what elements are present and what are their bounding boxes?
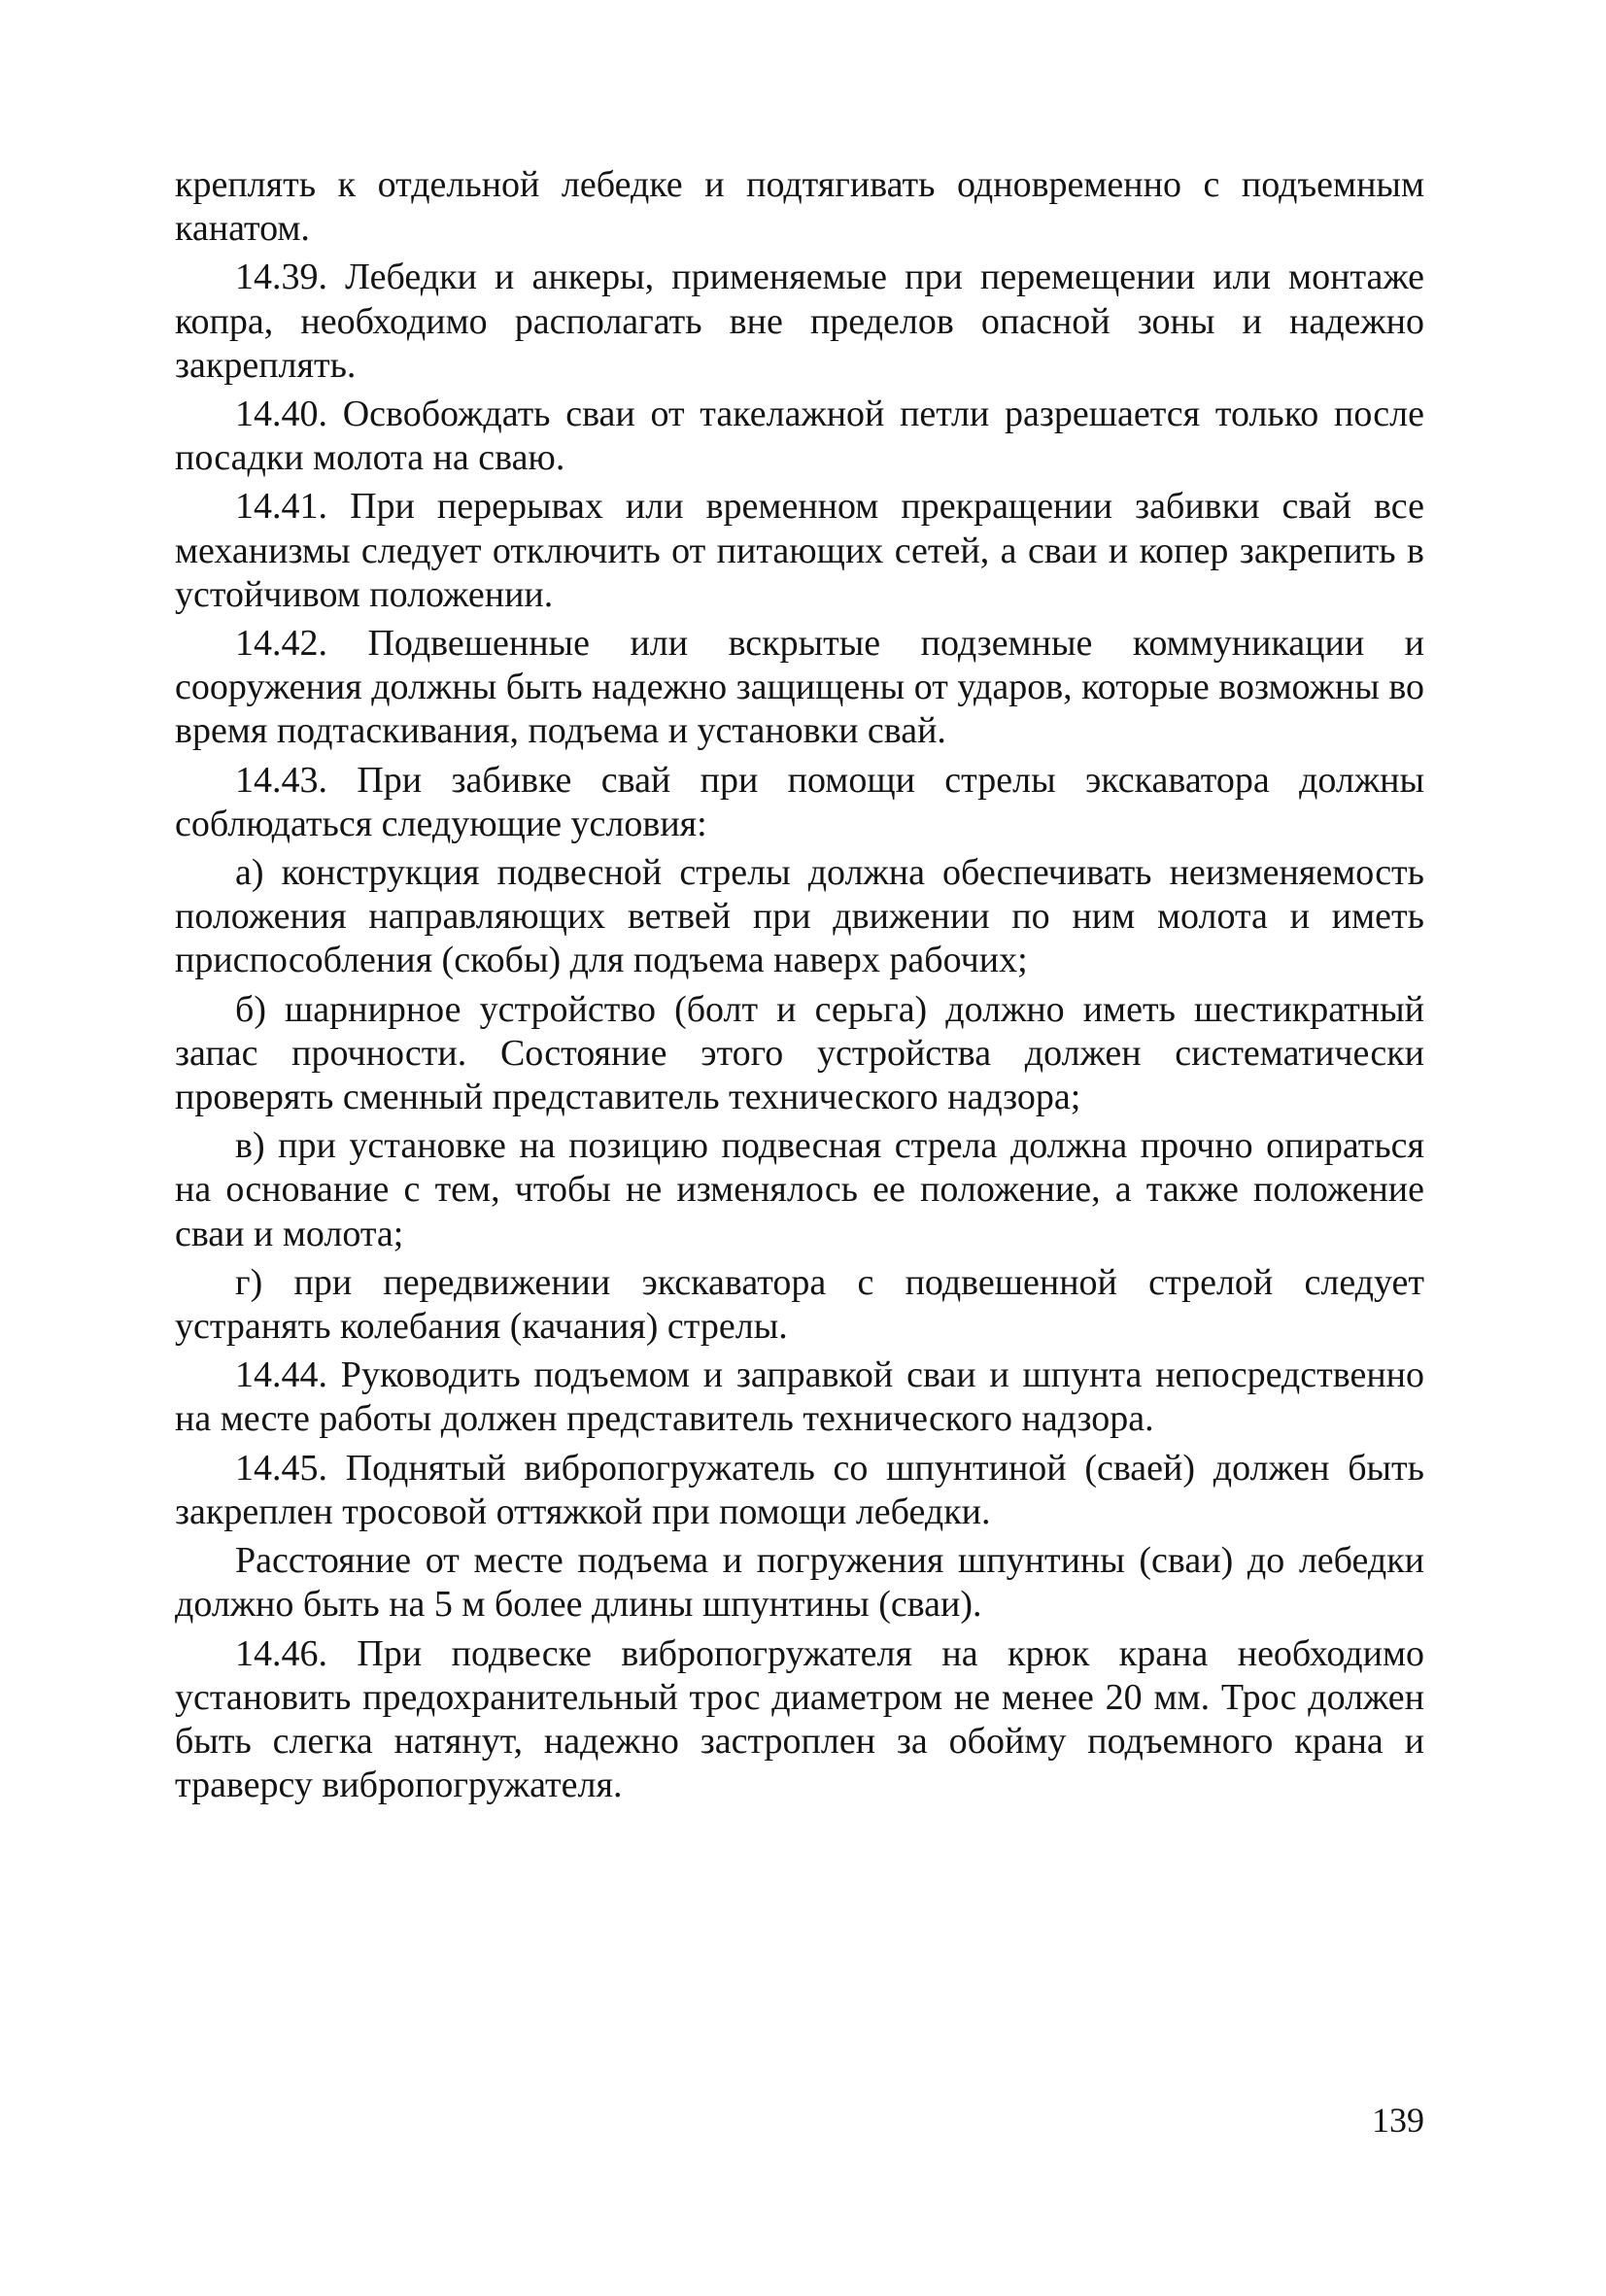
paragraph-14-43: 14.43. При забивке свай при помощи стрелы экскаватора должны соблюдаться следующие условия: xyxy=(175,759,1424,844)
list-item-a: а) конструкция подвесной стрелы должна обеспечивать неизменяемость положения направляющих ветвей при движении по ним молота и иметь приспособления (скобы) для подъема наверх рабочих; xyxy=(175,852,1424,981)
list-item-b: б) шарнирное устройство (болт и серьга) должно иметь шестикратный запас прочности. Состояние этого устройства должен систематически проверять сменный представитель технического надзора; xyxy=(175,988,1424,1118)
paragraph-14-45: 14.45. Поднятый вибропогружатель со шпунтиной (сваей) должен быть закреплен тросовой оттяжкой при помощи лебедки. xyxy=(175,1447,1424,1532)
list-item-g: г) при передвижении экскаватора с подвешенной стрелой следует устранять колебания (качания) стрелы. xyxy=(175,1261,1424,1348)
page-number: 139 xyxy=(1372,2101,1424,2140)
paragraph-14-46: 14.46. При подвеске вибропогружателя на крюк крана необходимо установить предохранительный трос диаметром не менее 20 мм. Трос должен быть слегка натянут, надежно застроплен за обойму подъемного крана и траверсу вибропогружателя. xyxy=(175,1632,1424,1806)
paragraph-14-44: 14.44. Руководить подъемом и заправкой сваи и шпунта непосредственно на месте работы должен представитель технического надзора. xyxy=(175,1354,1424,1440)
list-item-v: в) при установке на позицию подвесная стрела должна прочно опираться на основание с тем, чтобы не изменялось ее положение, а также положение сваи и молота; xyxy=(175,1125,1424,1254)
paragraph-14-40: 14.40. Освобождать сваи от такелажной петли разрешается только после посадки молота на сваю. xyxy=(175,394,1424,479)
paragraph-14-39: 14.39. Лебедки и анкеры, применяемые при перемещении или монтаже копра, необходимо располагать вне пределов опасной зоны и надежно закреплять. xyxy=(175,257,1424,386)
paragraph-14-42: 14.42. Подвешенные или вскрытые подземные коммуникации и сооружения должны быть надежно защищены от ударов, которые возможны во время подтаскивания, подъема и установки свай. xyxy=(175,623,1424,752)
paragraph-distance: Расстояние от месте подъема и погружения шпунтины (сваи) до лебедки должно быть на 5 м более длины шпунтины (сваи). xyxy=(175,1540,1424,1626)
paragraph-14-41: 14.41. При перерывах или временном прекращении забивки свай все механизмы следует отключить от питающих сетей, а сваи и копер закрепить в устойчивом положении. xyxy=(175,486,1424,615)
body-text xyxy=(175,163,1424,1812)
paragraph-continuation: креплять к отдельной лебедке и подтягивать одновременно с подъемным канатом. xyxy=(175,164,1424,250)
